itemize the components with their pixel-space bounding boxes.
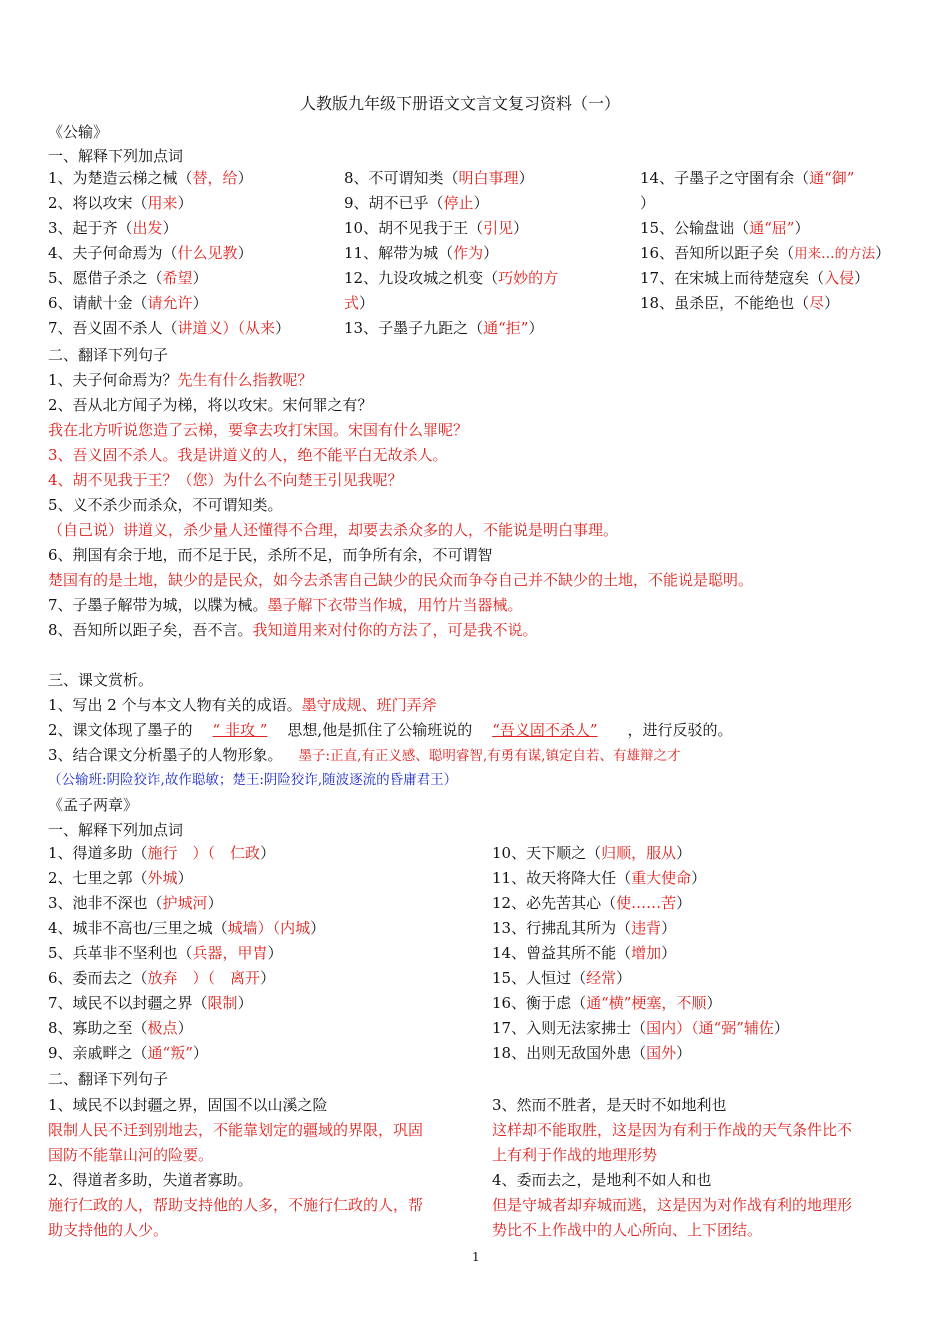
vocab-item: 12、九设攻城之机变（巧妙的方	[344, 269, 559, 287]
vocab-item: 10、天下顺之（归顺，服从）	[492, 844, 692, 862]
part-heading-translate: 二、翻译下列句子	[48, 346, 169, 364]
vocab-item: 式）	[344, 294, 375, 312]
translation-line: 3、吾义固不杀人。我是讲道义的人，绝不能平白无故杀人。	[48, 446, 448, 464]
vocab-item: 16、衡于虑（通“横”梗塞，不顺）	[492, 994, 722, 1012]
vocab-item: 15、人恒过（经常）	[492, 969, 632, 987]
appreciation-note: （公输班:阴险狡诈,故作聪敏；楚王:阴险狡诈,随波逐流的昏庸君王）	[48, 772, 458, 788]
translation-answer: 施行仁政的人，帮助支持他的人多，不施行仁政的人，帮	[48, 1196, 424, 1214]
translation-line: 8、吾知所以距子矣，吾不言。我知道用来对付你的方法了，可是我不说。	[48, 621, 538, 639]
vocab-item: 11、故天将降大任（重大使命）	[492, 869, 707, 887]
vocab-item: 18、虽杀臣，不能绝也（尽）	[640, 294, 840, 312]
vocab-item: 14、曾益其所不能（增加）	[492, 944, 677, 962]
translation-answer: 助支持他的人少。	[48, 1221, 169, 1239]
vocab-item: 3、池非不深也（护城河）	[48, 894, 223, 912]
translation-question: 4、委而去之，是地利不如人和也	[492, 1171, 712, 1189]
translation-question: 2、吾从北方闻子为梯，将以攻宋。宋何罪之有？	[48, 396, 373, 414]
section-heading-mengzi: 《孟子两章》	[48, 796, 139, 814]
vocab-item: 4、城非不高也/三里之城（城墙）（内城）	[48, 919, 326, 937]
translation-question: 3、然而不胜者，是天时不如地利也	[492, 1096, 727, 1114]
part-heading-appreciation: 三、课文赏析。	[48, 671, 154, 689]
vocab-item: 18、出则无敌国外患（国外）	[492, 1044, 692, 1062]
translation-line: 4、胡不见我于王？（您）为什么不向楚王引见我呢？	[48, 471, 403, 489]
vocab-item: 14、子墨子之守圉有余（通“御”	[640, 169, 855, 187]
document-title: 人教版九年级下册语文文言文复习资料（一）	[300, 94, 621, 113]
translation-answer: （自己说）讲道义，杀少量人还懂得不合理，却要去杀众多的人，不能说是明白事理。	[48, 521, 619, 539]
vocab-item: 2、将以攻宋（用来）	[48, 194, 193, 212]
part-heading-explain: 一、解释下列加点词	[48, 147, 184, 165]
translation-answer: 我在北方听说您造了云梯，要拿去攻打宋国。宋国有什么罪呢？	[48, 421, 469, 439]
vocab-item: 17、入则无法家拂士（国内）（通“弼”辅佐）	[492, 1019, 789, 1037]
page-number: 1	[472, 1250, 480, 1264]
appreciation-line: 1、写出 2 个与本文人物有关的成语。墨守成规、班门弄斧	[48, 696, 437, 714]
section-heading-gongshu: 《公输》	[48, 123, 109, 141]
vocab-item: 9、胡不已乎（停止）	[344, 194, 489, 212]
vocab-item: 2、七里之郭（外城）	[48, 869, 193, 887]
vocab-item: 6、委而去之（放弃 ）（ 离开）	[48, 969, 276, 987]
vocab-item: 11、解带为城（作为）	[344, 244, 499, 262]
vocab-item: 4、夫子何命焉为（什么见教）	[48, 244, 253, 262]
vocab-item: 15、公输盘诎（通“屈”）	[640, 219, 810, 237]
vocab-item: 5、愿借子杀之（希望）	[48, 269, 208, 287]
vocab-item: 6、请献十金（请允许）	[48, 294, 208, 312]
translation-answer: 这样却不能取胜，这是因为有利于作战的天气条件比不	[492, 1121, 853, 1139]
translation-answer: 上有利于作战的地理形势	[492, 1146, 658, 1164]
vocab-item: 1、得道多助（施行 ）（ 仁政）	[48, 844, 276, 862]
vocab-item: ）	[640, 194, 656, 212]
translation-line: 1、夫子何命焉为？先生有什么指教呢？	[48, 371, 313, 389]
translation-answer: 但是守城者却弃城而逃，这是因为对作战有利的地理形	[492, 1196, 853, 1214]
appreciation-line: 3、结合课文分析墨子的人物形象。 墨子:正直,有正义感、聪明睿智,有勇有谋,镇定自若、有雄辩之才	[48, 746, 681, 764]
part-heading-explain: 一、解释下列加点词	[48, 821, 184, 839]
vocab-item: 16、吾知所以距子矣（用来…的方法）	[640, 244, 891, 262]
translation-answer: 国防不能靠山河的险要。	[48, 1146, 214, 1164]
vocab-item: 7、域民不以封疆之界（限制）	[48, 994, 253, 1012]
vocab-item: 12、必先苦其心（使……苦）	[492, 894, 692, 912]
vocab-item: 8、不可谓知类（明白事理）	[344, 169, 534, 187]
translation-question: 2、得道者多助，失道者寡助。	[48, 1171, 253, 1189]
vocab-item: 13、子墨子九距之（通“拒”）	[344, 319, 544, 337]
vocab-item: 17、在宋城上而待楚寇矣（入侵）	[640, 269, 870, 287]
vocab-item: 8、寡助之至（极点）	[48, 1019, 193, 1037]
translation-answer: 势比不上作战中的人心所向、上下团结。	[492, 1221, 763, 1239]
vocab-item: 5、兵革非不坚利也（兵器，甲胄）	[48, 944, 283, 962]
appreciation-line: 2、课文体现了墨子的 “ 非攻 ” 思想,他是抓住了公输班说的 “吾义固不杀人” ，进行反驳的。	[48, 721, 733, 739]
translation-question: 1、域民不以封疆之界，固国不以山溪之险	[48, 1096, 328, 1114]
vocab-item: 3、起于齐（出发）	[48, 219, 178, 237]
translation-line: 7、子墨子解带为城，以牒为械。墨子解下衣带当作城，用竹片当器械。	[48, 596, 523, 614]
vocab-item: 10、胡不见我于王（引见）	[344, 219, 529, 237]
vocab-item: 9、亲戚畔之（通“叛”）	[48, 1044, 208, 1062]
translation-answer: 楚国有的是土地，缺少的是民众，如今去杀害自己缺少的民众而争夺自己并不缺少的土地，不能说是聪明。	[48, 571, 754, 589]
translation-question: 6、荆国有余于地，而不足于民，杀所不足，而争所有余，不可谓智	[48, 546, 493, 564]
part-heading-translate: 二、翻译下列句子	[48, 1070, 169, 1088]
translation-answer: 限制人民不迁到别地去，不能靠划定的疆域的界限，巩固	[48, 1121, 424, 1139]
translation-question: 5、义不杀少而杀众，不可谓知类。	[48, 496, 283, 514]
vocab-item: 1、为楚造云梯之械（替，给）	[48, 169, 253, 187]
vocab-item: 7、吾义固不杀人（讲道义）（从来）	[48, 319, 291, 337]
vocab-item: 13、行拂乱其所为（违背）	[492, 919, 677, 937]
